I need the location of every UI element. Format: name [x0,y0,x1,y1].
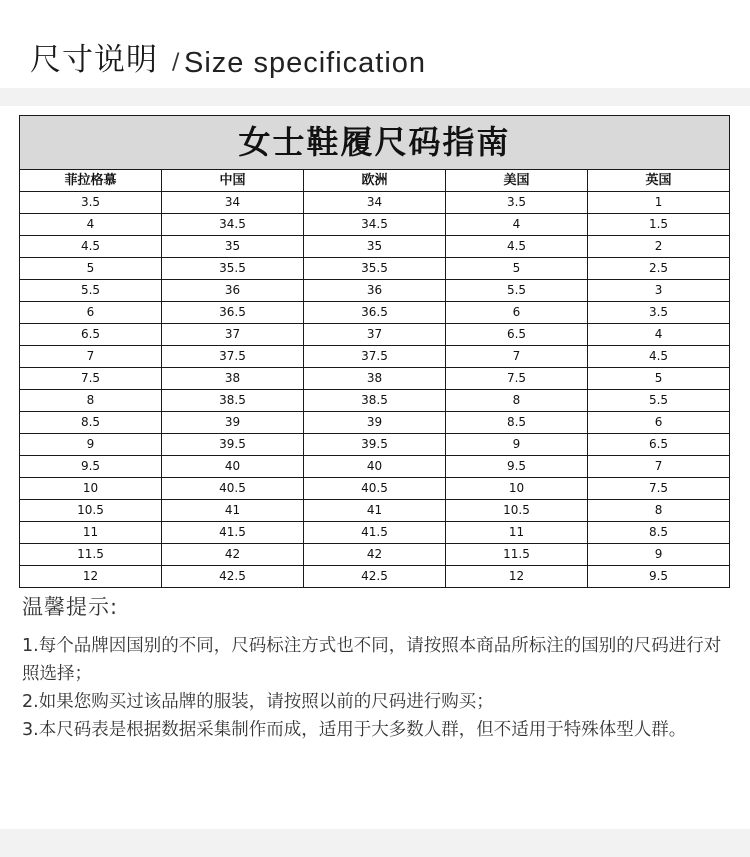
table-cell: 9 [446,434,588,456]
table-cell: 8.5 [446,412,588,434]
table-row [20,236,730,258]
table-row [20,214,730,236]
table-cell: 38 [304,368,446,390]
table-cell: 7.5 [20,368,162,390]
table-row [20,500,730,522]
table-cell: 10 [20,478,162,500]
column-header: 中国 [162,170,304,192]
table-cell: 9.5 [20,456,162,478]
table-cell: 39 [162,412,304,434]
table-cell: 39 [304,412,446,434]
column-header: 欧洲 [304,170,446,192]
table-cell: 39.5 [162,434,304,456]
table-cell: 35 [162,236,304,258]
table-cell: 11.5 [446,544,588,566]
table-cell: 12 [446,566,588,588]
table-cell: 36.5 [162,302,304,324]
table-cell: 7 [446,346,588,368]
table-cell: 41.5 [162,522,304,544]
table-cell: 9 [588,544,730,566]
column-header: 美国 [446,170,588,192]
tip-item: 1.每个品牌因国别的不同，尺码标注方式也不同，请按照本商品所标注的国别的尺码进行对照选择； [22,636,722,684]
table-cell: 1 [588,192,730,214]
table-cell: 42.5 [304,566,446,588]
page-title-en: Size specification [184,47,427,79]
table-cell: 37 [304,324,446,346]
table-row [20,434,730,456]
table-row [20,456,730,478]
footer-band [0,829,750,857]
table-cell: 34.5 [162,214,304,236]
table-cell: 40 [162,456,304,478]
table-cell: 8.5 [20,412,162,434]
table-cell: 36.5 [304,302,446,324]
table-cell: 40 [304,456,446,478]
table-cell: 8.5 [588,522,730,544]
table-cell: 4 [20,214,162,236]
table-cell: 8 [446,390,588,412]
table-cell: 7 [588,456,730,478]
table-cell: 37 [162,324,304,346]
table-row [20,368,730,390]
tip-item: 2.如果您购买过该品牌的服装，请按照以前的尺码进行购买； [22,692,494,712]
table-cell: 38.5 [162,390,304,412]
table-cell: 9.5 [446,456,588,478]
table-row [20,258,730,280]
tips-title: 温馨提示: [22,595,119,619]
header-divider-band [0,88,750,106]
table-cell: 34 [304,192,446,214]
table-row [20,324,730,346]
table-row [20,280,730,302]
table-cell: 36 [162,280,304,302]
table-cell: 3.5 [446,192,588,214]
table-cell: 41 [304,500,446,522]
tips-list [22,632,734,744]
table-cell: 7.5 [446,368,588,390]
table-cell: 35.5 [162,258,304,280]
table-cell: 39.5 [304,434,446,456]
table-cell: 9 [20,434,162,456]
table-cell: 5 [588,368,730,390]
table-cell: 42 [162,544,304,566]
table-cell: 5.5 [20,280,162,302]
table-cell: 7 [20,346,162,368]
table-row [20,390,730,412]
table-cell: 6 [588,412,730,434]
table-row [20,566,730,588]
table-cell: 5 [446,258,588,280]
table-body [20,192,730,588]
table-cell: 38.5 [304,390,446,412]
table-row [20,522,730,544]
table-cell: 37.5 [304,346,446,368]
table-cell: 3.5 [588,302,730,324]
table-title-row [20,116,730,170]
table-cell: 10 [446,478,588,500]
table-cell: 8 [588,500,730,522]
table-header-row [20,170,730,192]
table-cell: 37.5 [162,346,304,368]
table-cell: 34 [162,192,304,214]
table-cell: 4.5 [446,236,588,258]
table-cell: 42 [304,544,446,566]
table-cell: 8 [20,390,162,412]
table-cell: 2 [588,236,730,258]
table-cell: 6 [446,302,588,324]
table-cell: 36 [304,280,446,302]
column-header: 菲拉格慕 [20,170,162,192]
table-cell: 6.5 [588,434,730,456]
table-cell: 6.5 [446,324,588,346]
table-cell: 41.5 [304,522,446,544]
table-cell: 41 [162,500,304,522]
table-cell: 6.5 [20,324,162,346]
table-cell: 2.5 [588,258,730,280]
tip-item: 3.本尺码表是根据数据采集制作而成，适用于大多数人群，但不适用于特殊体型人群。 [22,720,687,740]
table-cell: 10.5 [20,500,162,522]
table-row [20,412,730,434]
table-row [20,192,730,214]
table-cell: 4.5 [20,236,162,258]
size-chart-table [19,115,730,588]
table-row [20,478,730,500]
table-cell: 38 [162,368,304,390]
table-row [20,544,730,566]
table-cell: 5 [20,258,162,280]
title-separator: / [172,50,180,75]
table-cell: 40.5 [304,478,446,500]
table-cell: 12 [20,566,162,588]
table-cell: 6 [20,302,162,324]
table-cell: 5.5 [446,280,588,302]
table-title: 女士鞋履尺码指南 [20,116,730,170]
table-cell: 5.5 [588,390,730,412]
table-cell: 35 [304,236,446,258]
table-row [20,302,730,324]
table-cell: 7.5 [588,478,730,500]
table-cell: 11 [20,522,162,544]
table-cell: 10.5 [446,500,588,522]
table-cell: 11.5 [20,544,162,566]
table-cell: 40.5 [162,478,304,500]
table-cell: 1.5 [588,214,730,236]
table-cell: 42.5 [162,566,304,588]
table-cell: 3.5 [20,192,162,214]
table-cell: 3 [588,280,730,302]
table-row [20,346,730,368]
table-cell: 35.5 [304,258,446,280]
page-title-cn: 尺寸说明 [30,42,158,78]
table-cell: 4 [446,214,588,236]
table-cell: 11 [446,522,588,544]
table-cell: 4.5 [588,346,730,368]
table-cell: 34.5 [304,214,446,236]
table-cell: 9.5 [588,566,730,588]
column-header: 英国 [588,170,730,192]
table-cell: 4 [588,324,730,346]
page-header [0,0,750,88]
